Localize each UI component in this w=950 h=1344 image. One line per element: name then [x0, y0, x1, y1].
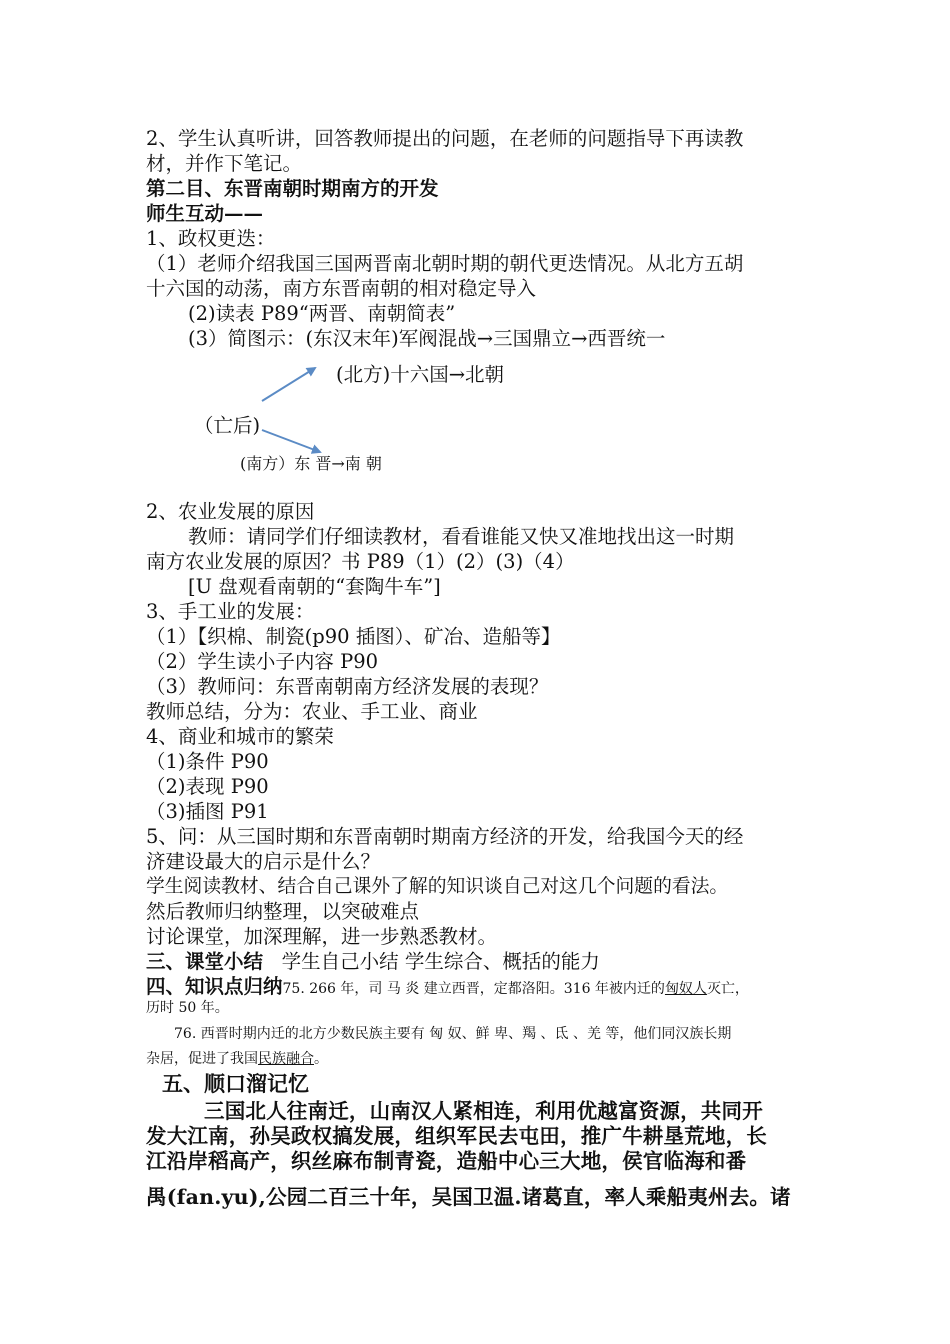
subheading: 师生互动—— [146, 202, 264, 225]
k76-pre: 杂居，促进了我国 [146, 1051, 258, 1067]
summary-line [146, 949, 600, 974]
text-line: （1)条件 P90 [146, 750, 269, 773]
k76-underline: 民族融合 [258, 1051, 314, 1067]
section3-text: 学生自己小结 学生综合、概括的能力 [281, 950, 600, 973]
diagram-south: (南方）东 晋→南 朝 [240, 454, 382, 473]
knowledge-line-76b [146, 1049, 328, 1069]
text-line: 历时 50 年。 [146, 1000, 229, 1016]
text-line: （3）教师问：东晋南朝南方经济发展的表现？ [146, 675, 549, 698]
section5-title: 五、顺口溜记忆 [162, 1071, 309, 1096]
text-line: 教师：请同学们仔细读教材，看看谁能又快又准地找出这一时期 [188, 525, 735, 548]
text-line: 讨论课堂，加深理解，进一步熟悉教材。 [146, 925, 498, 948]
text-line: 十六国的动荡，南方东晋南朝的相对稳定导入 [146, 277, 537, 300]
diagram-north: (北方)十六国→北朝 [336, 363, 505, 386]
text-line: 1、政权更迭： [146, 227, 276, 250]
text-line: (2)读表 P89“两晋、南朝简表” [188, 302, 456, 325]
k75-pre: 75. 266 年，司 马 炎 建立西晋，定都洛阳。316 年被内迁的 [282, 981, 665, 997]
text-line: 4、商业和城市的繁荣 [146, 725, 334, 748]
poem-line: 三国北人往南迁，山南汉人紧相连，利用优越富资源，共同开 [204, 1099, 763, 1123]
section-heading: 第二目、东晋南朝时期南方的开发 [146, 177, 439, 200]
text-line: 教师总结，分为：农业、手工业、商业 [146, 700, 478, 723]
text-line: 2、学生认真听讲，回答教师提出的问题，在老师的问题指导下再读教 [146, 127, 744, 150]
diagram-after: （亡后) [194, 414, 261, 437]
poem-line: 江沿岸稻高产，织丝麻布制青瓷，造船中心三大地，侯官临海和番 [146, 1149, 747, 1173]
text-line: (3）简图示：(东汉末年)军阀混战→三国鼎立→西晋统一 [188, 327, 666, 350]
text-line: （2）学生读小子内容 P90 [146, 650, 379, 673]
poem-line: 发大江南，孙吴政权搞发展，组织军民去屯田，推广牛耕垦荒地，长 [146, 1124, 767, 1148]
text-line: 材，并作下笔记。 [146, 152, 303, 175]
text-line: 学生阅读教材、结合自己课外了解的知识谈自己对这几个问题的看法。 [146, 876, 729, 897]
k75-post: 灭亡， [706, 981, 749, 997]
text-line: 然后教师归纳整理，以突破难点 [146, 900, 420, 923]
arrow-up [262, 368, 315, 401]
poem-line: 禺(fan.yu),公园二百三十年，吴国卫温.诸葛直，率人乘船夷州去。诸 [146, 1185, 791, 1209]
k76-post: 。 [314, 1051, 328, 1067]
knowledge-line [146, 974, 749, 999]
text-line: 济建设最大的启示是什么？ [146, 850, 381, 873]
text-line: 5、问：从三国时期和东晋南朝时期南方经济的开发，给我国今天的经 [146, 825, 744, 848]
text-line: （2)表现 P90 [146, 775, 269, 798]
text-line: [U 盘观看南朝的“套陶牛车”] [188, 575, 441, 598]
text-line: 3、手工业的发展： [146, 600, 315, 623]
section4-title: 四、知识点归纳 [146, 975, 283, 998]
k75-underline: 匈奴人 [664, 981, 707, 997]
section3-title: 三、课堂小结 [146, 950, 264, 973]
text-line: （1）老师介绍我国三国两晋南北朝时期的朝代更迭情况。从北方五胡 [146, 252, 744, 275]
text-line: （1）【织棉、制瓷(p90 插图）、矿冶、造船等】 [146, 625, 561, 648]
arrow-down [262, 430, 320, 452]
text-line: （3)插图 P91 [146, 800, 269, 823]
text-line: 76. 西晋时期内迁的北方少数民族主要有 匈 奴、鲜 卑、羯 、氐 、羌 等，他们同汉族长期 [174, 1026, 732, 1042]
text-line: 南方农业发展的原因？书 P89（1）(2）(3)（4） [146, 550, 575, 573]
text-line: 2、农业发展的原因 [146, 500, 315, 523]
